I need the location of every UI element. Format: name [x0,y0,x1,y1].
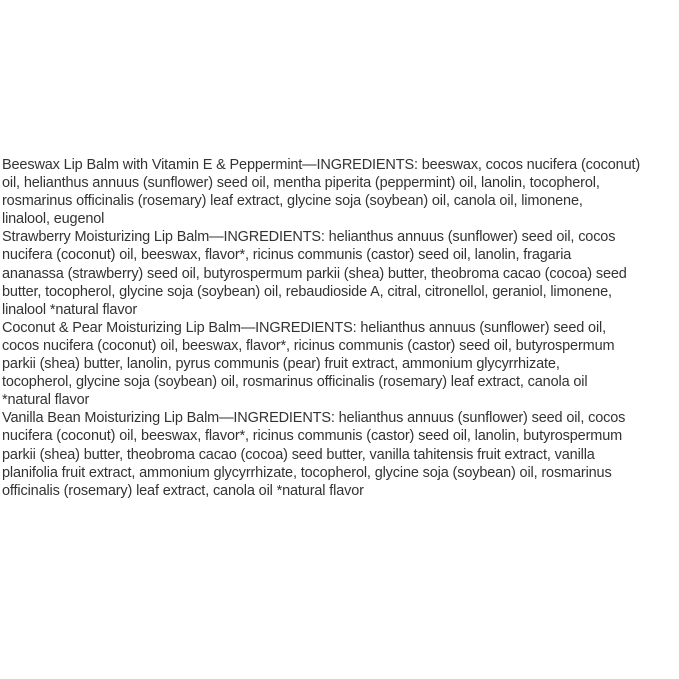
paragraph-vanilla-bean-lip-balm [2,409,678,499]
ingredients-line: parkii (shea) butter, theobroma cacao (cocoa) seed butter, vanilla tahitensis fruit extract, vanilla [2,446,595,463]
ingredients-line: Beeswax Lip Balm with Vitamin E & Peppermint—INGREDIENTS: beeswax, cocos nucifera (coconut) [2,157,641,173]
paragraph-strawberry-lip-balm [2,228,678,318]
ingredients-line: rosmarinus officinalis (rosemary) leaf extract, glycine soja (soybean) oil, canola oil, limonene, [2,193,583,210]
ingredients-line: *natural flavor [2,392,90,409]
ingredients-line: Strawberry Moisturizing Lip Balm—INGREDIENTS: helianthus annuus (sunflower) seed oil, cocos [2,229,616,246]
ingredients-line: nucifera (coconut) oil, beeswax, flavor*, ricinus communis (castor) seed oil, lanolin, fragaria [2,247,572,264]
ingredients-line: cocos nucifera (coconut) oil, beeswax, flavor*, ricinus communis (castor) seed oil, butyrospermum [2,337,615,354]
ingredients-line: ananassa (strawberry) seed oil, butyrospermum parkii (shea) butter, theobroma cacao (cocoa) seed [2,265,627,282]
ingredients-line: nucifera (coconut) oil, beeswax, flavor*, ricinus communis (castor) seed oil, lanolin, butyrospermum [2,428,623,445]
ingredients-line: butter, tocopherol, glycine soja (soybean) oil, rebaudioside A, citral, citronellol, geraniol, limonene, [2,283,612,300]
ingredients-line: linalool, eugenol [2,211,105,228]
ingredients-line: planifolia fruit extract, ammonium glycyrrhizate, tocopherol, glycine soja (soybean) oil, rosmarinus [2,464,612,481]
ingredients-line: Vanilla Bean Moisturizing Lip Balm—INGREDIENTS: helianthus annuus (sunflower) seed oil, cocos [2,410,626,427]
ingredients-line: tocopherol, glycine soja (soybean) oil, rosmarinus officinalis (rosemary) leaf extract, canola oil [2,374,588,391]
ingredients-line: Coconut & Pear Moisturizing Lip Balm—INGREDIENTS: helianthus annuus (sunflower) seed oil, [2,319,606,336]
ingredients-line: linalool *natural flavor [2,301,138,318]
paragraph-beeswax-lip-balm [2,156,678,228]
ingredients-line: oil, helianthus annuus (sunflower) seed oil, mentha piperita (peppermint) oil, lanolin, tocopherol, [2,175,600,192]
ingredients-line: parkii (shea) butter, lanolin, pyrus communis (pear) fruit extract, ammonium glycyrrhizate, [2,356,560,373]
ingredients-line: officinalis (rosemary) leaf extract, canola oil *natural flavor [2,482,364,499]
ingredients-text-block [2,156,678,500]
paragraph-coconut-pear-lip-balm [2,319,678,409]
